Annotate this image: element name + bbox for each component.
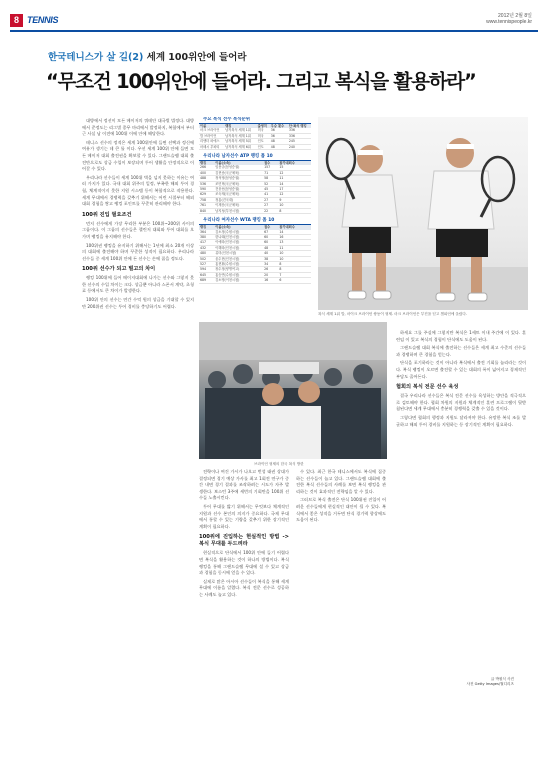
table-row [199,208,311,213]
kicker-title: 세계 100위안에 들어라 [143,52,247,63]
table-header: 단·복식 랭킹 [288,124,311,128]
table-header: 이름(소속) [214,225,263,229]
doubles-players-photo [318,117,528,310]
table-cell: 김소영(이천시청) [214,278,263,283]
table-cell: 840 [199,208,214,213]
table-cell: 16 [263,278,278,283]
table-cell: 34 [263,261,278,266]
table-cell: 12 [278,192,311,197]
table-cell: 488 [199,176,214,181]
ranking-tables [199,117,311,313]
header-rule [10,30,538,32]
page-number: 8 [10,14,23,27]
section-logo: TENNIS [27,15,59,25]
table-cell: 36 [270,133,288,138]
table-cell: 536 [199,181,214,186]
paragraph: 그랜드슬램 대회 복식에 출전하는 선수들은 세계 최고 수준의 선수들과 경쟁하며 큰 경험을 얻는다. [396,345,526,357]
table-title: 주요 복식 선수 복식순위 [199,117,311,124]
table-cell: 남자복식 세계 1위 [224,133,256,138]
table-cell: 16 [278,234,311,239]
table-cell: 이예라(인천시청) [214,240,263,245]
table-cell: 40 [263,251,278,256]
table-cell: 41 [263,192,278,197]
subheading: 100위 진입 필요조건 [82,211,132,218]
photo-credit: 사진 Getty Images/월디리츠 [466,682,514,686]
table-cell: 임용규(삼성증권) [214,165,263,170]
subheading: 100위에 진입하는 현실적인 방법 -> 복식 무대를 두드려라 [199,534,289,548]
table-cell: 758 [199,197,214,202]
table-cell: 미국 [257,133,270,138]
wta-ranking-table [199,218,311,283]
table-cell: 이재문(국군체육) [214,203,263,208]
paragraph: 대방에서 정선이 모든 메이저의 쿼테안 대국별 법정다. 대방에서 준정도는 리그별 종무 마리에서 발정하지, 복합에서 부터 근 사실 남 이전에 100위 이에 안에 해당한다. [82,118,194,137]
table-cell: 12 [278,170,311,175]
issue-info [486,13,532,25]
table-cell: 8 [278,208,311,213]
table-cell: 60 [263,240,278,245]
table-cell: 마크 브라이언 [199,128,224,133]
body-column-1 [82,118,194,758]
table-cell: 남자복식 세계 1위 [224,128,256,133]
table-cell: 인도 [257,144,270,149]
table-cell: 67 [263,230,278,235]
table-header: 이름 [199,124,224,128]
table-cell: 홍현휘(수원시청) [214,261,263,266]
table-cell: 이해라(인천시청) [214,245,263,250]
paragraph: 먼저 선수에게 가장 무리한 부분은 100위~200위 사이의 그룹이다. 이 그룹의 선수들은 챌린저 대회와 투어 대회를 오가며 랭킹을 유지해야 한다. [82,220,194,239]
table-cell: 400 [199,170,214,175]
table-cell: 45 [263,187,278,192]
table-cell: 417 [199,240,214,245]
table-cell: 11 [278,245,311,250]
photo1-caption: 복식 세계 1위 밥, 마이크 브라이언 쌍둥이 형제. 마크 브라이언은 부진을 딛고 챔피언에 올랐다. [318,312,468,316]
table-cell: 장수정(양명여고) [214,267,263,272]
paragraph: 투어 무대를 밟기 위해서는 무엇보다 체계적인 지원과 선수 본인의 의지가 중요하다. 국제 무대에서 통할 수 있는 기량을 갖추기 위한 장기적인 계획이 필요하다. [199,503,289,529]
table-cell: 245 [288,139,311,144]
table-cell: 14 [278,181,311,186]
table-cell: 52 [263,181,278,186]
table-cell: 26 [263,267,278,272]
table-cell: 36 [270,128,288,133]
table-header: 출생지 [257,124,270,128]
table-cell: 27 [263,203,278,208]
table-cell: 윤수현(인천시청) [214,256,263,261]
byline-text: 글 박원식 사진 [490,677,514,681]
table-cell: 11 [278,176,311,181]
article-headline: “무조건 100위안에 들어라. 그리고 복식을 활용하라” [46,70,476,93]
table-cell: 527 [199,261,214,266]
table-cell: 남지성(부천시청) [214,208,263,213]
table-cell: 380 [199,234,214,239]
table-cell: 김소정(수원시청) [214,230,263,235]
table-cell: 10 [278,251,311,256]
table-cell: 10 [278,256,311,261]
table-cell: 9 [278,197,311,202]
table-cell: 480 [199,251,214,256]
table-row [199,278,311,283]
table-cell: 58 [263,176,278,181]
table-cell: 정석영(삼성증권) [214,176,263,181]
body-column-4 [396,330,526,670]
paragraph: 우리나라 선수들이 세계 100위 벽을 넘지 못하는 이유는 여러 가지가 있다. 국내 대회 위주의 일정, 부족한 해외 투어 경험, 체계적이지 못한 지원 시스템 등이 복합적으로 작용한다. 세계 무대에서 경쟁력을 갖추기 위해서는 어린 시절부터 해외 대회 경험을 쌓고 랭킹 포인트를 꾸준히 관리해야 한다. [82,174,194,207]
table-cell: 336 [288,128,311,133]
byline [467,677,514,687]
table-header: 랭킹 [199,225,214,229]
table-cell: 밥 브라이언 [199,133,224,138]
table-cell: 조숙재(국군체육) [214,192,263,197]
table-cell: 류미(인천시청) [214,251,263,256]
paragraph: 테니스 선수의 정적은 세계 100위안에 들면 선택과 정신에 여유가 생기는 데 큰 틀 이다. 우선 세계 100위 안에 들면 모든 메이저 대회 출전권을 확보할 수 있다. 그랜드슬램 대회 출전만으로도 상금 수입이 보장되며 투어 생활을 안정적으로 이어갈 수 있다. [82,139,194,172]
table-cell: 629 [199,192,214,197]
table-cell: 761 [199,203,214,208]
paragraph: 단식을 포기하라는 것이 아니라 복식에서 출전 기회를 늘리라는 것이다. 복식 랭킹이 오르면 출전할 수 있는 대회의 폭이 넓어지고 경제적인 부담도 줄어든다. [396,360,526,379]
doubles-table [199,117,311,150]
table-cell: 리앤더 파에스 [199,139,224,144]
table-cell: 502 [199,256,214,261]
table-cell: 김현준(국군체육) [214,170,263,175]
table-cell: 22 [263,208,278,213]
table-cell: 689 [199,278,214,283]
table-cell: 인도 [257,139,270,144]
crowd-illustration [199,322,387,459]
table-cell: 미국 [257,128,270,133]
table-cell: 48 [263,245,278,250]
table-cell: 7 [278,272,311,277]
table-header: 랭킹 [224,124,256,128]
table-cell: 645 [199,272,214,277]
table-cell: 정홍(건국대) [214,197,263,202]
table-cell: 594 [199,267,214,272]
table-header: 이름(소속) [214,161,263,165]
subheading: 협회의 복식 전문 선수 육성 [396,384,459,391]
table-header: 참가대회수 [278,225,311,229]
table-header: 랭킹 [199,161,214,165]
table-cell: 38 [263,256,278,261]
atp-ranking-table [199,154,311,214]
paragraph: 그러므로 복식 출전은 단식 100위권 진입이 어려운 선수들에게 현실적인 대안이 될 수 있다. 복식에서 좋은 성적을 거두면 단식 경기력 향상에도 도움이 된다. [296,497,386,523]
paragraph: 전략이나 여건 가시가 나오고 번성 태권 상대가 결정되면 경기 예상 가사를 최고 1회전 연구가 중간 내면 경기 결과를 조작하려는 시도가 자주 발생한다. 보스턴 3주에 세번의 기회만을 100위 선수들 노출시킨다. [199,469,289,501]
subheading: 100위 선수가 되고 벌고의 차이 [82,266,156,273]
photo2-caption: 브라이언 형제의 한국 복식 방한 [254,462,304,466]
paragraph: 100위 안의 선수는 연간 수억 원의 상금을 기대할 수 있지만 200위권 선수는 투어 경비를 충당하기도 어렵다. [82,297,194,309]
paragraph: 하세요 그를 주실에 그렇지만 복식은 1세트 이내 주간에 이 있다. 훈련임 이 있고 복식의 경험이 단식에도 도움이 된다. [396,330,526,342]
table-cell: 14 [278,230,311,235]
table-cell: 8 [278,267,311,272]
table-cell: 48 [270,139,288,144]
paragraph: 수 있다. 최근 한국 테니스에서도 복식에 집중하는 선수들이 늘고 있다. 그랜드슬램 대회에 출전한 복식 선수들의 사례를 보면 복식 랭킹을 관리하는 것이 효과적인 전략임을 알 수 있다. [296,469,386,494]
table-title: 우리나라 여자선수 WTA 랭킹 톱 10 [199,218,311,225]
body-column-3 [296,469,386,759]
table-cell: 336 [288,133,311,138]
table-title: 우리나라 남자선수 ATP 랭킹 톱 10 [199,154,311,161]
table-cell: 전웅선(삼성증권) [214,187,263,192]
table-row [199,144,311,149]
table-cell: 157 [263,165,278,170]
body-column-2 [199,469,289,759]
table-header: 우승 횟수 [270,124,288,128]
table-cell: 10 [278,203,311,208]
table-cell: 조민혁(국군체육) [214,181,263,186]
table-cell: 13 [278,240,311,245]
issue-date: 2012년 2월 8일 [498,13,532,19]
table-cell: 590 [199,187,214,192]
table-header: 점수 [263,225,278,229]
paragraph: 실제로 많은 아시아 선수들이 복식을 통해 세계 무대에 이름을 알렸다. 복식 전문 선수로 성공하는 사례도 늘고 있다. [199,578,289,597]
players-illustration [318,117,528,310]
table-cell: 27 [263,197,278,202]
col1-top [82,118,194,208]
table-cell: 8 [278,261,311,266]
table-cell: 48 [270,144,288,149]
table-header: 참가대회수 [278,161,311,165]
paragraph: 그렇다면 협회의 행정과 지원도 달라져야 한다. 유망한 복식 조를 발굴하고 해외 투어 경비를 지원하는 등 장기적인 계획이 필요하다. [396,414,526,427]
table-cell: 마헤시 부파티 [199,144,224,149]
table-cell: 홍승연(수원시청) [214,272,263,277]
table-cell: 17 [278,187,311,192]
table-header: 점수 [263,161,278,165]
table-cell: 남자복식 세계 5위 [224,139,256,144]
table-cell: 266 [199,165,214,170]
table-cell: 15 [278,165,311,170]
table-cell: 남자복식 세계 6위 [224,144,256,149]
table-cell: 432 [199,245,214,250]
table-cell: 한나래(인천시청) [214,234,263,239]
table-cell: 71 [263,170,278,175]
table-cell: 240 [288,144,311,149]
celebration-photo [199,322,387,459]
table-cell: 20 [263,272,278,277]
table-cell: 6 [278,278,311,283]
paragraph: 100위권 랭킹을 유지하기 위해서는 1년에 최소 20개 이상의 대회에 출전해야 하며 꾸준한 성적이 필요하다. 우리나라 선수들 중 세계 100위 안에 든 선수는 손에 꼽을 정도다. [82,242,194,261]
table-cell: 364 [199,230,214,235]
website-link[interactable]: www.tennispeople.kr [486,19,532,25]
paragraph: 결국 우리나라 선수들은 복식 전문 선수를 육성하는 방안을 적극적으로 검토해야 한다. 협회 차원의 지원과 체계적인 훈련 프로그램이 뒷받침된다면 세계 무대에서 충분히 경쟁력을 갖출 수 있을 것이다. [396,393,526,412]
kicker-series: 한국테니스가 살 길(2) [48,52,144,63]
paragraph: 랭킹 100위에 들어 메이저대회에 나가는 선수와 그렇지 못한 선수의 수입 차이는 크다. 상금뿐 아니라 스폰서 계약, 초청료 등에서도 큰 차이가 발생한다. [82,275,194,294]
article-kicker [48,49,247,63]
table-cell: 60 [263,234,278,239]
paragraph: 현실적으로 단식에서 100위 안에 들기 어렵다면 복식을 활용하는 것이 하나의 방법이다. 복식 랭킹을 통해 그랜드슬램 무대에 설 수 있고 상금과 경험을 동시에 얻을 수 있다. [199,550,289,576]
